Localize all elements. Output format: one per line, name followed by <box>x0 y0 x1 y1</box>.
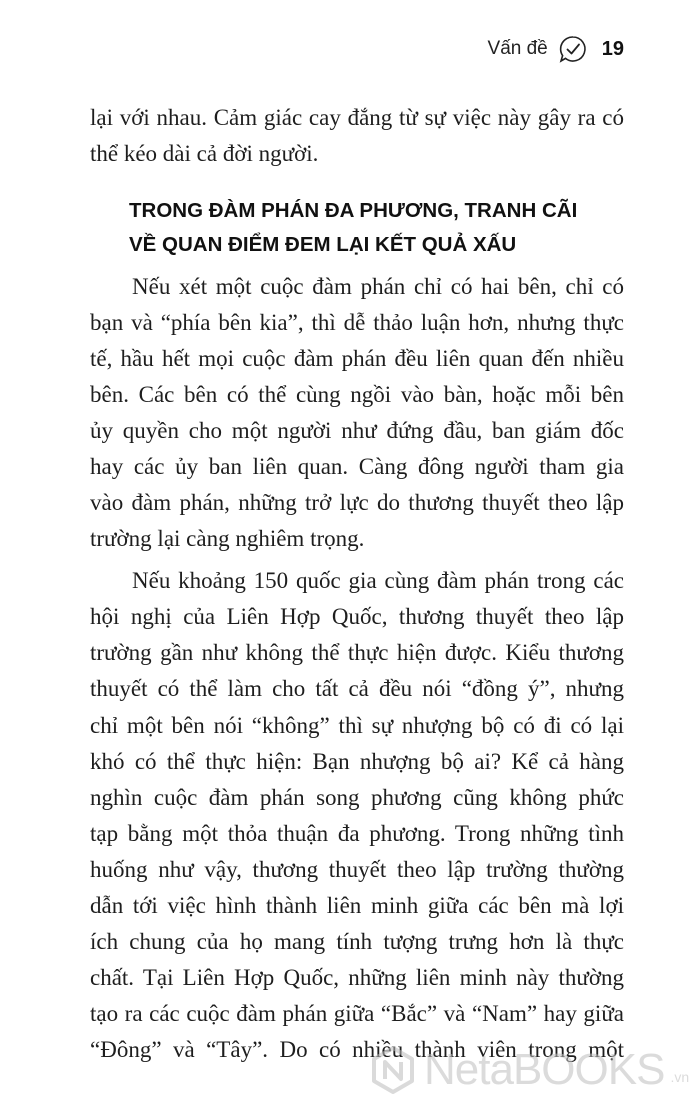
watermark-suffix: .vn <box>670 1069 690 1085</box>
body-line: ích chung của họ mang tính tượng trưng hơn là thực <box>90 929 624 954</box>
body-line: vào đàm phán, những trở lực do thương thuyết theo lập <box>90 490 624 515</box>
body-line: ủy quyền cho một người như đứng đầu, ban giám đốc <box>90 418 624 443</box>
body-line: Nếu khoảng 150 quốc gia cùng đàm phán trong các <box>132 568 624 593</box>
body-line: thuyết có thể làm cho tất cả đều nói “đồng ý”, nhưng <box>90 676 624 701</box>
body-line: chất. Tại Liên Hợp Quốc, những liên minh này thường <box>90 965 624 990</box>
body-line: tạo ra các cuộc đàm phán giữa “Bắc” và “Nam” hay giữa <box>90 1001 624 1026</box>
body-line: Nếu xét một cuộc đàm phán chỉ có hai bên, chỉ có <box>132 274 624 299</box>
watermark <box>368 1045 689 1095</box>
body-line: tạp bằng một thỏa thuận đa phương. Trong những tình <box>90 821 624 846</box>
body-line: dẫn tới việc hình thành liên minh giữa các bên mà lợi <box>90 893 624 918</box>
body-line: tế, hầu hết mọi cuộc đàm phán đều liên quan đến nhiều <box>90 346 624 371</box>
body-line: bên. Các bên có thể cùng ngồi vào bàn, hoặc mỗi bên <box>90 382 624 407</box>
page-number: 19 <box>601 37 624 60</box>
netabooks-logo-icon <box>368 1045 418 1095</box>
section-heading: TRONG ĐÀM PHÁN ĐA PHƯƠNG, TRANH CÃI <box>129 199 578 222</box>
body-line: lại với nhau. Cảm giác cay đắng từ sự việc này gây ra có <box>90 105 624 130</box>
check-bubble-icon <box>558 34 588 64</box>
page-header <box>488 34 624 64</box>
watermark-text: NetaBOOKS <box>424 1045 665 1094</box>
body-line: trường gần như không thể thực hiện được. Kiểu thương <box>90 640 624 665</box>
body-line: chỉ một bên nói “không” thì sự nhượng bộ có đi có lại <box>90 713 624 738</box>
body-line: thể kéo dài cả đời người. <box>90 141 319 166</box>
body-line: hay các ủy ban liên quan. Càng đông người tham gia <box>90 454 624 479</box>
section-heading: VỀ QUAN ĐIỂM ĐEM LẠI KẾT QUẢ XẤU <box>129 233 517 256</box>
body-line: nghìn cuộc đàm phán song phương cũng không phức <box>90 785 624 810</box>
body-line: hội nghị của Liên Hợp Quốc, thương thuyết theo lập <box>90 604 624 629</box>
running-title: Vấn đề <box>487 38 548 59</box>
body-line: bạn và “phía bên kia”, thì dễ thảo luận hơn, nhưng thực <box>90 310 624 335</box>
body-line: huống như vậy, thương thuyết theo lập trường thường <box>90 857 624 882</box>
body-line: khó có thể thực hiện: Bạn nhượng bộ ai? Kể cả hàng <box>90 749 624 774</box>
body-line: trường lại càng nghiêm trọng. <box>90 526 365 551</box>
body-line: “Đông” và “Tây”. Do có nhiều thành viên trong một <box>90 1037 624 1062</box>
